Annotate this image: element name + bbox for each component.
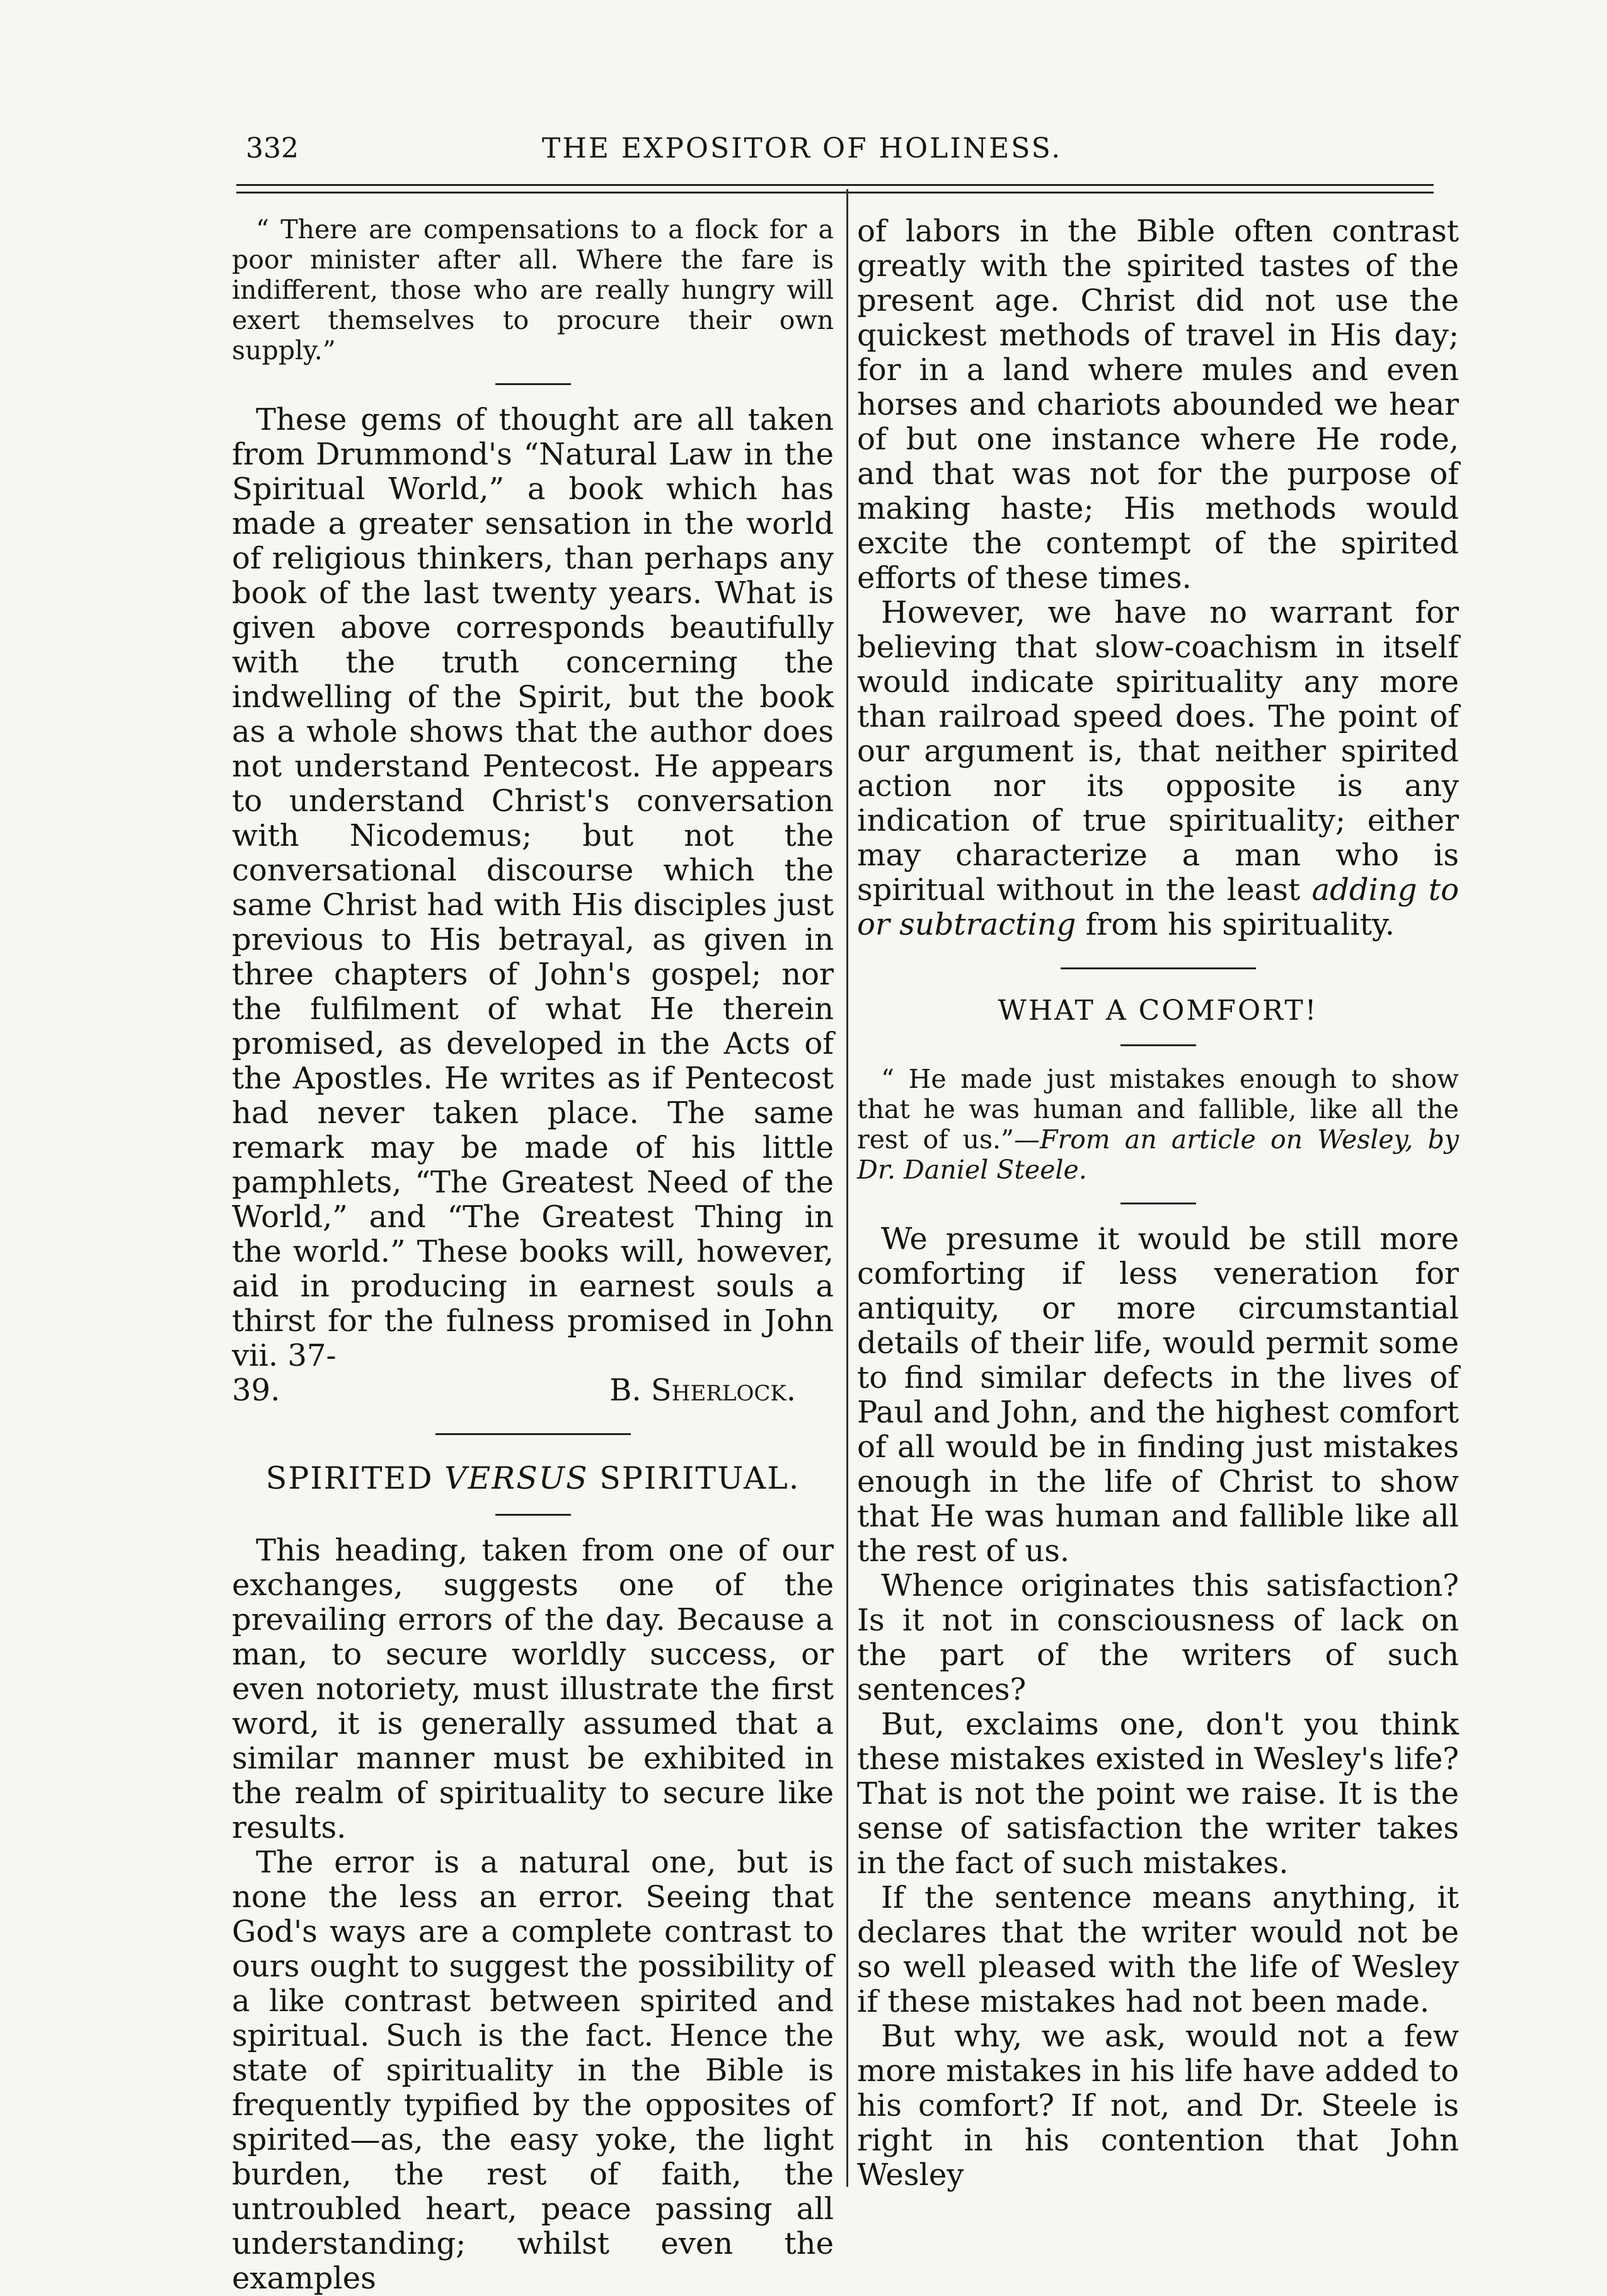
author-signature: B. Sherlock. — [609, 1373, 796, 1408]
paragraph: We presume it would be still more comforting if less veneration for antiquity, or more circumstantial details of their life, would permit some to find similar defects in the lives of Paul and John, and the highest comfort of all would be in finding just mistakes enough in the life of Christ to show that He was human and fallible like all the rest of us. — [857, 1221, 1459, 1569]
sherlock-paragraph: These gems of thought are all taken from Drummond's “Natural Law in the Spiritual World,” a book which has made a greater sensation in the world of religious thinkers, than perhaps any book of the last twenty years. What is given above corresponds beautifully with the truth concerning the indwelling of the Spirit, but the book as a whole shows that the author does not understand Pentecost. He appears to understand Christ's conversation with Nicodemus; but not the conversational discourse which the same Christ had with His disciples just previous to His betrayal, as given in three chapters of John's gospel; nor the fulfilment of what He therein promised, as developed in the Acts of the Apostles. He writes as if Pentecost had never taken place. The same remark may be made of his little pamphlets, “The Greatest Need of the World,” and “The Greatest Thing in the world.” These books will, however, aid in producing in earnest souls a thirst for the fulness promised in John vii. 37- — [232, 402, 834, 1373]
article-separator — [1061, 967, 1256, 969]
article-heading-comfort: WHAT A COMFORT! — [998, 995, 1318, 1027]
left-column — [232, 214, 834, 2296]
section-rule — [1120, 1203, 1196, 1204]
article-separator — [435, 1433, 631, 1435]
paragraph: But, exclaims one, don't you think these mistakes existed in Wesley's life? That is not the point we raise. It is the sense of satisfaction the writer takes in the fact of such mistakes. — [857, 1707, 1459, 1881]
article-heading-spirited: SPIRITED VERSUS SPIRITUAL. — [265, 1460, 800, 1496]
signature-line — [232, 1373, 834, 1408]
paragraph: However, we have no warrant for believing that slow-coachism in itself would indicate spirituality any more than railroad speed does. The point of our argument is, that neither spirited action nor its opposite is any indication of true spirituality; either may characterize a man who is spiritual without in the least adding to or subtracting from his spirituality. — [857, 595, 1459, 942]
paragraph: This heading, taken from one of our exchanges, suggests one of the prevailing errors of the day. Because a man, to secure worldly success, or even notoriety, must illustrate the first word, it is generally assumed that a similar manner must be exhibited in the realm of spirituality to secure like results. — [232, 1533, 834, 1845]
page-number: 332 — [246, 132, 299, 164]
epigraph: “ He made just mistakes enough to show that he was human and fallible, like all the rest of us.”—From an article on Wesley, by Dr. Daniel Steele. — [857, 1064, 1459, 1185]
heading-rule — [495, 1514, 571, 1516]
verse-end: 39. — [232, 1373, 280, 1408]
paragraph: The error is a natural one, but is none the less an error. Seeing that God's ways are a complete contrast to ours ought to suggest the possibility of a like contrast between spirited and spiritual. Such is the fact. Hence the state of spirituality in the Bible is frequently typified by the opposites of spirited—as, the easy yoke, the light burden, the rest of faith, the untroubled heart, peace passing all understanding; whilst even the examples — [232, 1845, 834, 2296]
column-divider — [846, 189, 848, 2187]
paragraph: If the sentence means anything, it declares that the writer would not be so well pleased with the life of Wesley if these mistakes had not been made. — [857, 1880, 1459, 2019]
paragraph: Whence originates this satisfaction? Is it not in consciousness of lack on the part of the writers of such sentences? — [857, 1568, 1459, 1707]
right-column — [857, 214, 1459, 2193]
running-title: THE EXPOSITOR OF HOLINESS. — [542, 132, 1063, 164]
header-rule-double — [236, 192, 1434, 193]
paragraph: But why, we ask, would not a few more mistakes in his life have added to his comfort? If not, and Dr. Steele is right in his contention that John Wesley — [857, 2019, 1459, 2193]
continued-paragraph: of labors in the Bible often contrast greatly with the spirited tastes of the present age. Christ did not use the quickest methods of travel in His day; for in a land where mules and even horses and chariots abounded we hear of but one instance where He rode, and that was not for the purpose of making haste; His methods would excite the contempt of the spirited efforts of these times. — [857, 214, 1459, 596]
section-rule — [495, 383, 571, 385]
heading-rule — [1120, 1044, 1196, 1046]
epigraph-source: —From an article on Wesley, by Dr. Daniel Steele. — [857, 1124, 1459, 1185]
header-rule — [236, 184, 1434, 186]
opening-quote: “ There are compensations to a flock for a poor minister after all. Where the fare is indifferent, those who are really hungry will exert themselves to procure their own supply.” — [232, 214, 834, 366]
